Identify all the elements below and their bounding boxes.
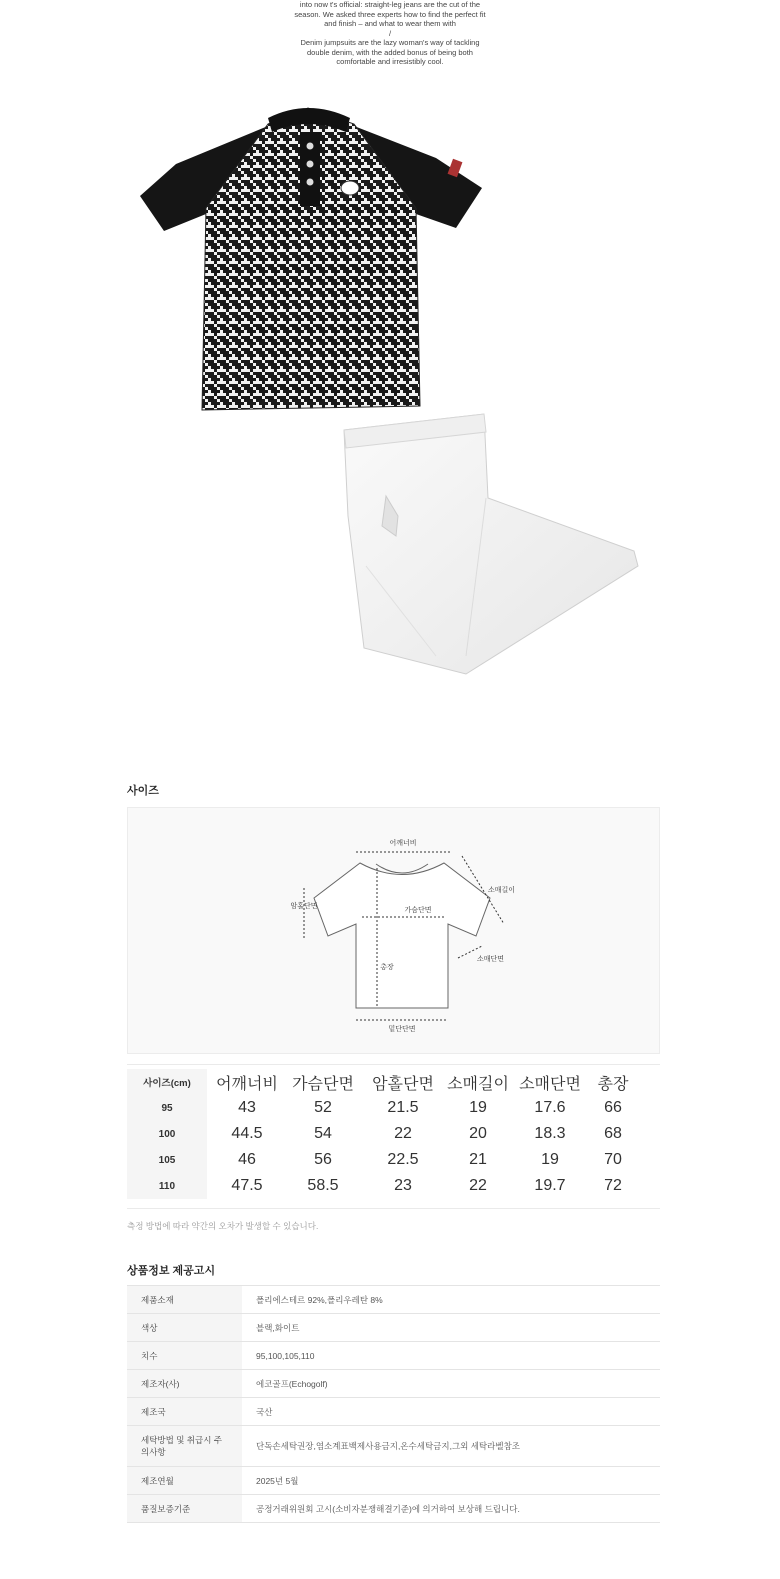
- table-cell: 18.3: [534, 1125, 566, 1142]
- table-cell: 68: [604, 1125, 622, 1142]
- table-cell: 19: [541, 1151, 559, 1168]
- size-col-header: 사이즈(cm): [127, 1069, 207, 1095]
- col-header: 소매길이: [447, 1075, 509, 1093]
- info-key: 색상: [127, 1314, 242, 1341]
- col-header: 암홀단면: [372, 1075, 434, 1093]
- info-key: 치수: [127, 1342, 242, 1369]
- product-info-table: [127, 1285, 660, 1523]
- intro-line: into now t's official: straight-leg jeans are the cut of the: [299, 0, 481, 9]
- info-value: 95,100,105,110: [256, 1350, 315, 1361]
- size-note: 측정 방법에 따라 약간의 오차가 발생할 수 있습니다.: [127, 1221, 319, 1231]
- table-cell: 66: [604, 1099, 622, 1116]
- table-cell: 22: [469, 1177, 487, 1194]
- table-cell: 70: [604, 1151, 622, 1168]
- table-row: [127, 1147, 660, 1173]
- table-cell: 21: [469, 1151, 487, 1168]
- table-cell: 21.5: [387, 1099, 419, 1116]
- table-cell: 72: [604, 1177, 622, 1194]
- label-armhole: 암홀단면: [290, 902, 318, 910]
- size-cell: 105: [127, 1147, 207, 1173]
- table-cell: 56: [314, 1151, 332, 1168]
- size-cell: 100: [127, 1121, 207, 1147]
- intro-line: and finish – and what to wear them with: [324, 19, 456, 28]
- info-row-manufacturer: [127, 1370, 660, 1398]
- info-value: 블랙,화이트: [256, 1322, 300, 1333]
- table-cell: 19.7: [534, 1177, 566, 1194]
- intro-line: Denim jumpsuits are the lazy woman's way of tackling: [300, 38, 480, 47]
- info-row-size: [127, 1342, 660, 1370]
- info-value: 공정거래위원회 고시(소비자분쟁해결기준)에 의거하여 보상해 드립니다.: [256, 1503, 520, 1514]
- intro-line: double denim, with the added bonus of being both: [307, 47, 473, 57]
- polo-shirt: [140, 108, 482, 410]
- table-cell: 47.5: [231, 1177, 263, 1194]
- table-cell: 54: [314, 1125, 332, 1142]
- label-hem: 밑단단면: [388, 1025, 416, 1033]
- info-row-country: [127, 1398, 660, 1426]
- size-cell: 95: [127, 1095, 207, 1121]
- size-diagram: [127, 807, 660, 1054]
- label-shoulder: 어깨너비: [389, 839, 417, 847]
- table-cell: 58.5: [307, 1177, 339, 1194]
- size-table: [127, 1064, 660, 1209]
- intro-line: /: [388, 28, 392, 38]
- info-value: 에코골프(Echogolf): [256, 1378, 328, 1389]
- table-cell: 17.6: [534, 1099, 566, 1116]
- label-chest: 가슴단면: [404, 906, 432, 914]
- label-sleeve-length: 소매길이: [488, 886, 516, 894]
- info-key: 세탁방법 및 취급시 주의사항: [127, 1426, 242, 1466]
- table-row: [127, 1095, 660, 1121]
- shirt-measurement-diagram: [128, 808, 661, 1055]
- label-total-length: 총장: [380, 963, 394, 971]
- col-header: 소매단면: [519, 1075, 581, 1093]
- info-key: 제조국: [127, 1398, 242, 1425]
- info-row-warranty: [127, 1495, 660, 1523]
- info-key: 제조자(사): [127, 1370, 242, 1397]
- size-table-header: [127, 1069, 660, 1095]
- table-row: [127, 1173, 660, 1199]
- table-cell: 43: [238, 1099, 256, 1116]
- intro-line: comfortable and irresistibly cool.: [336, 57, 444, 66]
- info-key: 제품소재: [127, 1286, 242, 1313]
- product-info-title: 상품정보 제공고시: [127, 1265, 216, 1277]
- info-value: 2025년 5월: [256, 1475, 299, 1486]
- table-cell: 19: [469, 1099, 487, 1116]
- label-sleeve-width: 소매단면: [477, 955, 505, 963]
- table-cell: 22: [394, 1125, 412, 1142]
- info-row-date: [127, 1467, 660, 1495]
- info-value: 국산: [256, 1406, 273, 1417]
- table-cell: 44.5: [231, 1125, 263, 1142]
- intro-line: season. We asked three experts how to find the perfect fit: [294, 9, 486, 19]
- table-cell: 20: [469, 1125, 487, 1142]
- info-value: 단독손세탁권장,염소계표백제사용금지,온수세탁금지,그외 세탁라벨참조: [256, 1441, 520, 1451]
- golf-pants: [344, 414, 638, 674]
- intro-text: [230, 0, 550, 67]
- info-row-color: [127, 1314, 660, 1342]
- info-key: 품질보증기준: [127, 1495, 242, 1522]
- table-cell: 23: [394, 1177, 412, 1194]
- info-row-care: [127, 1426, 660, 1467]
- col-header: 가슴단면: [292, 1075, 354, 1093]
- table-row: [127, 1121, 660, 1147]
- table-cell: 46: [238, 1151, 256, 1168]
- col-header: 어깨너비: [216, 1075, 278, 1093]
- col-header: 총장: [597, 1075, 629, 1093]
- info-value: 폴리에스테르 92%,폴리우레탄 8%: [256, 1294, 383, 1305]
- info-key: 제조연월: [127, 1467, 242, 1494]
- table-cell: 52: [314, 1099, 332, 1116]
- table-cell: 22.5: [387, 1151, 419, 1168]
- size-section-title: 사이즈: [127, 785, 159, 797]
- product-image: [136, 96, 646, 682]
- size-cell: 110: [127, 1173, 207, 1199]
- info-row-material: [127, 1286, 660, 1314]
